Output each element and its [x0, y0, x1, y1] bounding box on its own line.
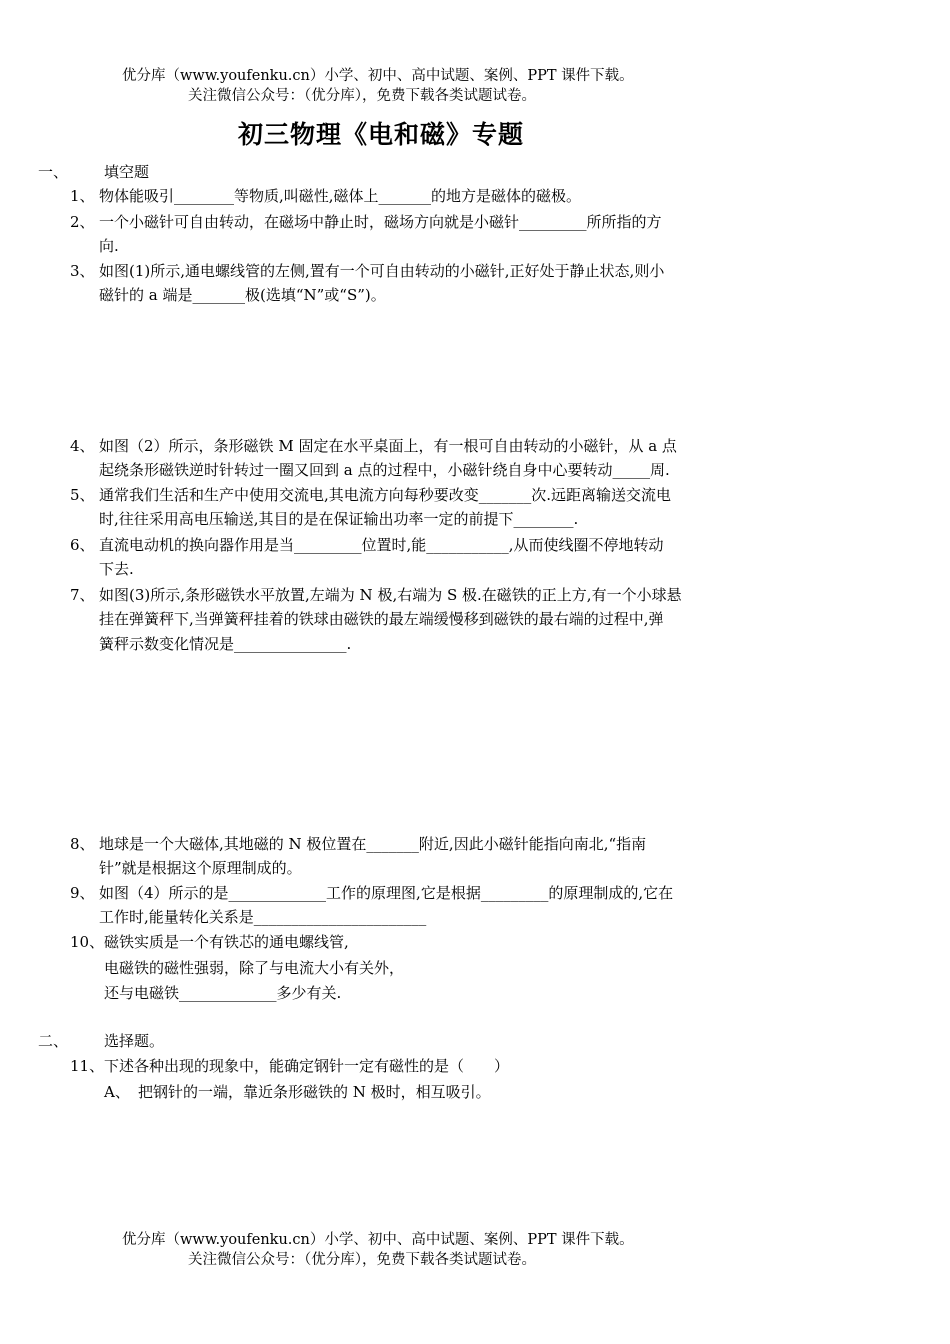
question-6-number: 6、: [70, 536, 95, 554]
question-6-line-2: 下去.: [99, 560, 134, 578]
question-4-line-1: 如图（2）所示，条形磁铁 M 固定在水平桌面上，有一根可自由转动的小磁针，从 a 点: [99, 437, 677, 455]
question-7-line-3: 簧秤示数变化情况是_______________.: [99, 635, 352, 653]
question-11-number: 11、: [70, 1057, 105, 1075]
header-line-1: 优分库（www.youfenku.cn）小学、初中、高中试题、案例、PPT 课件下载。: [122, 68, 634, 84]
question-5-number: 5、: [70, 486, 95, 504]
question-8-number: 8、: [70, 835, 95, 853]
question-11-option-a-text: 把钢针的一端，靠近条形磁铁的 N 极时，相互吸引。: [138, 1083, 491, 1101]
question-10-line-3: 还与电磁铁_____________多少有关.: [104, 984, 342, 1002]
section-2-number: 二、: [38, 1032, 69, 1050]
question-2-line-1: 一个小磁针可自由转动，在磁场中静止时，磁场方向就是小磁针_________所所指的方: [99, 213, 662, 231]
question-5-line-1: 通常我们生活和生产中使用交流电,其电流方向每秒要改变_______次.远距离输送交流电: [99, 486, 672, 504]
question-8-line-2: 针”就是根据这个原理制成的。: [99, 859, 302, 877]
question-4-number: 4、: [70, 437, 95, 455]
question-11-option-a-label: A、: [104, 1083, 130, 1101]
question-7-number: 7、: [70, 586, 95, 604]
question-6-line-1: 直流电动机的换向器作用是当_________位置时,能___________,从而使线圈不停地转动: [99, 536, 664, 554]
section-2-label: 选择题。: [104, 1032, 165, 1050]
question-4-line-2: 起绕条形磁铁逆时针转过一圈又回到 a 点的过程中，小磁针绕自身中心要转动_____周.: [99, 461, 670, 479]
section-1-label: 填空题: [104, 163, 150, 181]
question-9-line-2: 工作时,能量转化关系是_______________________: [99, 908, 427, 926]
page-title: 初三物理《电和磁》专题: [238, 120, 525, 149]
question-9-line-1: 如图（4）所示的是_____________工作的原理图,它是根据_________的原理制成的,它在: [99, 884, 674, 902]
question-3-number: 3、: [70, 262, 95, 280]
question-8-line-1: 地球是一个大磁体,其地磁的 N 极位置在_______附近,因此小磁针能指向南北,“指南: [99, 835, 647, 853]
question-1-line-1: 物体能吸引________等物质,叫磁性,磁体上_______的地方是磁体的磁极。: [99, 187, 582, 205]
question-2-number: 2、: [70, 213, 95, 231]
question-10-number: 10、: [70, 933, 105, 951]
question-3-line-2: 磁针的 a 端是_______极(选填“N”或“S”)。: [99, 286, 386, 304]
section-1-number: 一、: [38, 163, 69, 181]
question-11-stem: 下述各种出现的现象中，能确定钢针一定有磁性的是（ ）: [104, 1057, 510, 1075]
question-2-line-2: 向.: [99, 237, 119, 255]
question-7-line-2: 挂在弹簧秤下,当弹簧秤挂着的铁球由磁铁的最左端缓慢移到磁铁的最右端的过程中,弹: [99, 610, 664, 628]
question-5-line-2: 时,往往采用高电压输送,其目的是在保证输出功率一定的前提下________.: [99, 510, 579, 528]
question-10-line-2: 电磁铁的磁性强弱，除了与电流大小有关外，: [104, 959, 405, 977]
header-line-2: 关注微信公众号：（优分库），免费下载各类试题试卷。: [188, 88, 536, 104]
footer-line-2: 关注微信公众号：（优分库），免费下载各类试题试卷。: [188, 1252, 536, 1268]
question-7-line-1: 如图(3)所示,条形磁铁水平放置,左端为 N 极,右端为 S 极.在磁铁的正上方,有一个小球悬: [99, 586, 682, 604]
question-1-number: 1、: [70, 187, 95, 205]
footer-line-1: 优分库（www.youfenku.cn）小学、初中、高中试题、案例、PPT 课件下载。: [122, 1232, 634, 1248]
question-9-number: 9、: [70, 884, 95, 902]
question-10-line-1: 磁铁实质是一个有铁芯的通电螺线管,: [104, 933, 349, 951]
question-3-line-1: 如图(1)所示,通电螺线管的左侧,置有一个可自由转动的小磁针,正好处于静止状态,则小: [99, 262, 665, 280]
